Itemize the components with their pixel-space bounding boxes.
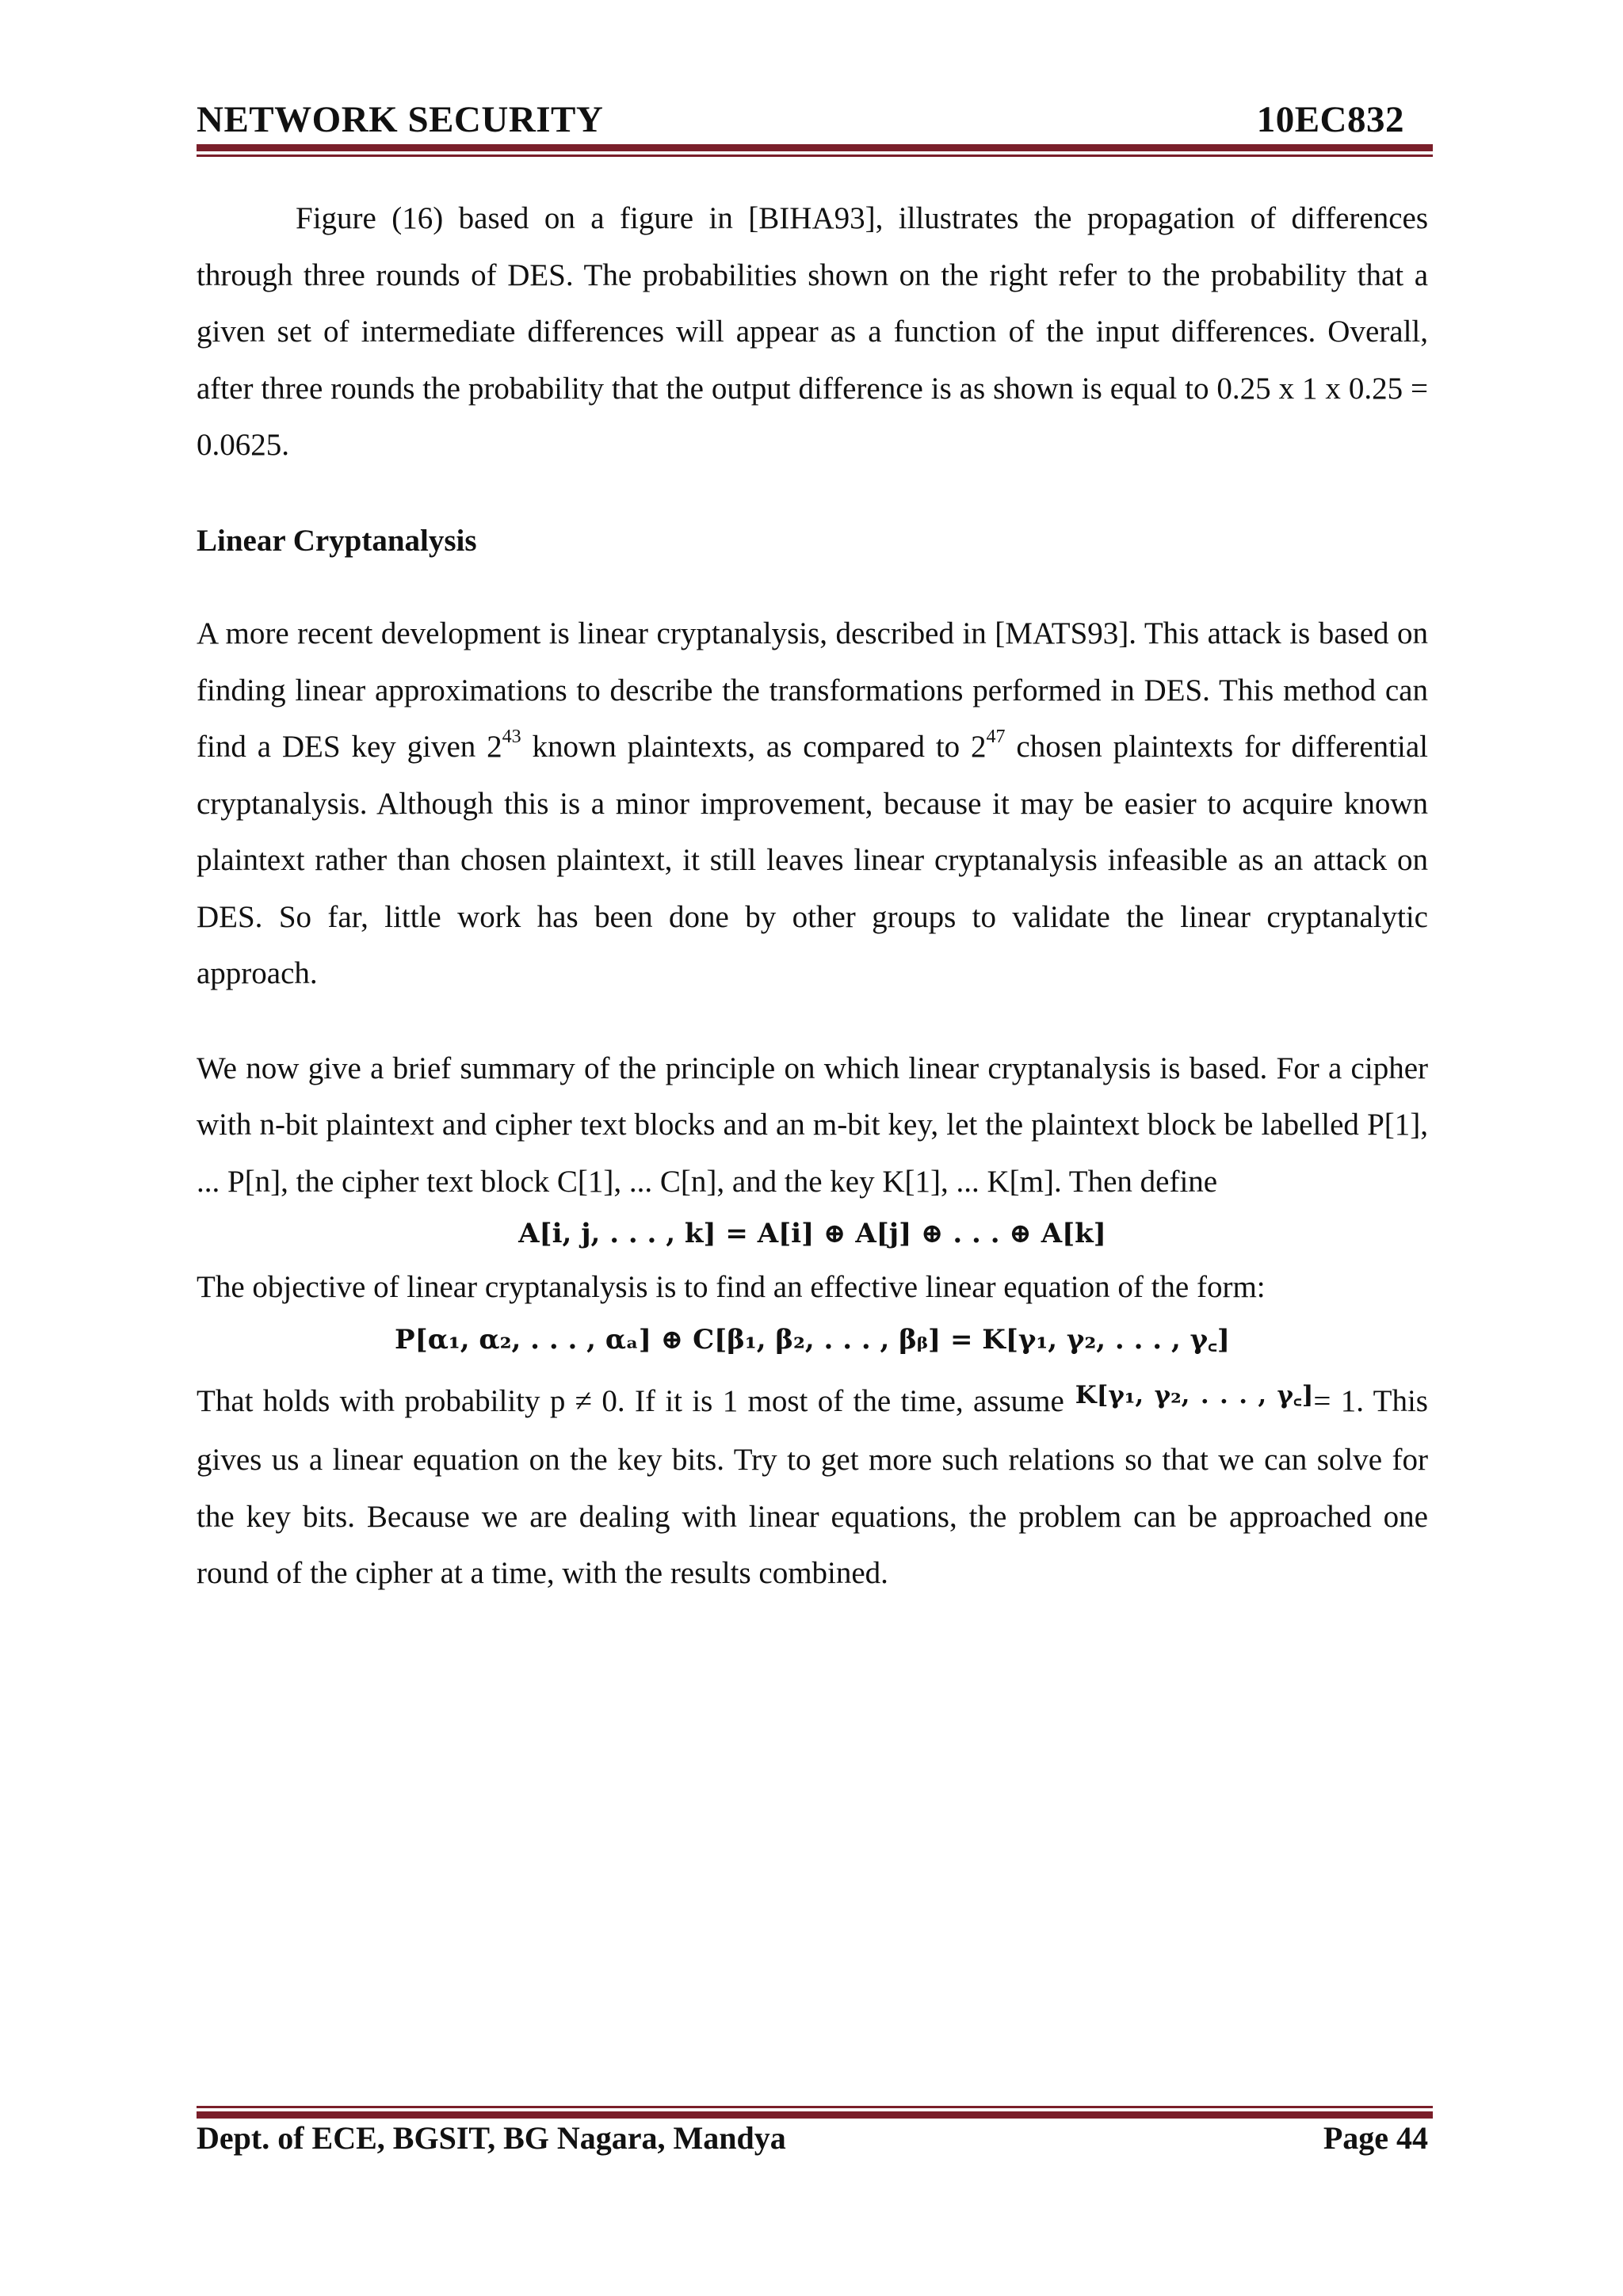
equation-linear-form: P[α₁, α₂, . . . , αₐ] ⊕ C[β₁, β₂, . . . , βᵦ] = K[γ₁, γ₂, . . . , γ꜀] [395, 1323, 1230, 1356]
header-rule-thick [197, 144, 1433, 151]
paragraph-objective: The objective of linear cryptanalysis is to find an effective linear equation of the form: [197, 1270, 1266, 1304]
exponent-47: 47 [986, 727, 1006, 747]
page-footer [197, 2119, 1433, 2167]
page-content [197, 190, 1428, 1602]
section-heading: Linear Cryptanalysis [197, 523, 477, 558]
para5-text-a: That holds with probability p ≠ 0. If it is 1 most of the time, assume [197, 1383, 1064, 1418]
paragraph-gap [197, 1002, 1428, 1040]
footer-rule-thin [197, 2106, 1433, 2108]
footer-rule-thick [197, 2111, 1433, 2119]
footer-department: Dept. of ECE, BGSIT, BG Nagara, Mandya [197, 2120, 786, 2156]
page-header [197, 93, 1433, 144]
paragraph-linear-intro [197, 605, 1428, 1002]
para2-text-b: known plaintexts, as compared to 2 [521, 730, 987, 764]
exponent-43: 43 [502, 727, 521, 747]
header-rule-thin [197, 154, 1433, 157]
header-title: NETWORK SECURITY [197, 99, 604, 140]
header-course-code: 10EC832 [1256, 99, 1404, 140]
paragraph-key-bits [197, 1373, 1428, 1602]
paragraph-differential-propagation: Figure (16) based on a figure in [BIHA93], illustrates the propagation of differences through three rounds of DES. The probabilities shown on the right refer to the probability that a given set of intermediate differences will appear as a function of the input differences. Overall, after three rounds the probability that the output difference is as shown is equal to 0.25 x 1 x 0.25 = 0.0625. [197, 201, 1428, 462]
page-number: Page 44 [1323, 2120, 1428, 2156]
inline-key-equation: K[γ₁, γ₂, . . . , γ꜀] [1075, 1380, 1314, 1409]
equation-xor-definition: A[i, j, . . . , k] = A[i] ⊕ A[j] ⊕ . . . ⊕ A[k] [518, 1218, 1106, 1249]
para2-text-a: A more recent development is linear cryptanalysis, described in [MATS93]. This attack is based on finding linear approximations to describe the transformations performed in DES. This method can find a DES key given 2 [197, 616, 1428, 764]
paragraph-principle: We now give a brief summary of the principle on which linear cryptanalysis is based. For a cipher with n-bit plaintext and cipher text blocks and an m-bit key, let the plaintext block be labelled P[1], ... P[n], the cipher text block C[1], ... C[n], and the key K[1], ... K[m]. Then define [197, 1051, 1428, 1199]
para2-text-c: chosen plaintexts for differential cryptanalysis. Although this is a minor improvement, because it may be easier to acquire known plaintext rather than chosen plaintext, it still leaves linear cryptanalysis infeasible as an attack on DES. So far, little work has been done by other groups to validate the linear cryptanalytic approach. [197, 730, 1428, 990]
para5-text-b: = 1. This gives us a linear equation on the key bits. Try to get more such relations so that we can solve for the key bits. Because we are dealing with linear equations, the problem can be approached one round of the cipher at a time, with the results combined. [197, 1383, 1428, 1590]
